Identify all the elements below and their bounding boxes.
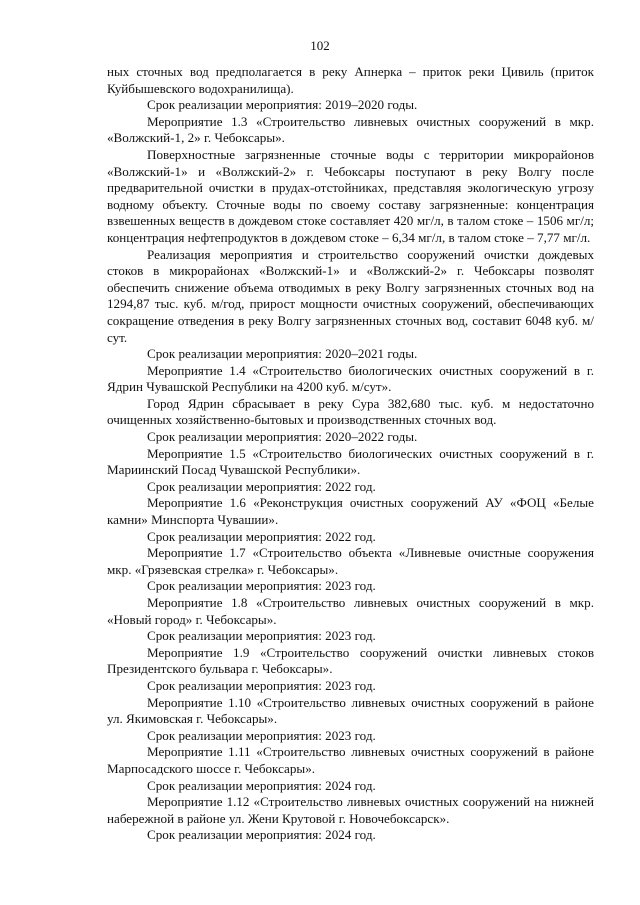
paragraph: Срок реализации мероприятия: 2024 год. xyxy=(147,777,376,793)
paragraph: Мероприятие 1.3 «Строительство ливневых очистных сооружений в мкр. «Волжский-1, 2» г. Чебоксары». xyxy=(107,113,594,146)
paragraph: Мероприятие 1.5 «Строительство биологических очистных сооружений в г. Мариинский Посад Чувашской Республики». xyxy=(107,445,594,478)
paragraph: Мероприятие 1.6 «Реконструкция очистных сооружений АУ «ФОЦ «Белые камни» Минспорта Чувашии». xyxy=(107,495,594,528)
paragraph: Срок реализации мероприятия: 2023 год. xyxy=(147,677,376,693)
paragraph: ных сточных вод предполагается в реку Апнерка – приток реки Цивиль (приток Куйбышевского водохранилища). xyxy=(107,64,594,96)
body-text xyxy=(107,64,594,844)
paragraph: Срок реализации мероприятия: 2024 год. xyxy=(147,827,376,843)
paragraph: Город Ядрин сбрасывает в реку Сура 382,680 тыс. куб. м недостаточно очищенных хозяйственно-бытовых и производственных сточных вод. xyxy=(107,395,594,428)
paragraph: Поверхностные загрязненные сточные воды с территории микрорайонов «Волжский-1» и «Волжский-2» г. Чебоксары поступают в реку Волгу после предварительной очистки в прудах-отстойниках, представляя экологическую угрозу водному объекту. Сточные воды по своему составу загрязненные: концентрация взвешенных веществ в дождевом стоке составляет 420 мг/л, в талом стоке – 1506 мг/л; концентрация нефтепродуктов в дождевом стоке – 6,34 мг/л, в талом стоке – 7,77 мг/л. xyxy=(107,146,594,245)
page-number: 102 xyxy=(310,38,330,53)
paragraph: Мероприятие 1.7 «Строительство объекта «Ливневые очистные сооружения мкр. «Грязевская стрелка» г. Чебоксары». xyxy=(107,545,594,577)
paragraph: Мероприятие 1.4 «Строительство биологических очистных сооружений в г. Ядрин Чувашской Республики на 4200 куб. м/сут». xyxy=(107,362,594,395)
paragraph: Реализация мероприятия и строительство сооружений очистки дождевых стоков в микрорайонах «Волжский-1» и «Волжский-2» г. Чебоксары позволят обеспечить снижение объема отводимых в реку Волгу загрязненных сточных вод на 1294,87 тыс. куб. м/год, прирост мощности очистных сооружений, обеспечивающих сокращение отведения в реку Волгу загрязненных сточных вод, составит 6048 куб. м/сут. xyxy=(107,246,594,345)
paragraph: Срок реализации мероприятия: 2020–2021 годы. xyxy=(147,346,418,362)
paragraph: Мероприятие 1.11 «Строительство ливневых очистных сооружений в районе Марпосадского шоссе г. Чебоксары». xyxy=(107,744,594,776)
paragraph: Срок реализации мероприятия: 2023 год. xyxy=(147,628,376,644)
paragraph: Срок реализации мероприятия: 2023 год. xyxy=(147,578,376,594)
paragraph: Мероприятие 1.10 «Строительство ливневых очистных сооружений в районе ул. Якимовская г. Чебоксары». xyxy=(107,694,594,727)
paragraph: Мероприятие 1.12 «Строительство ливневых очистных сооружений на нижней набережной в районе ул. Жени Крутовой г. Новочебоксарск». xyxy=(107,794,594,826)
paragraph: Срок реализации мероприятия: 2020–2022 годы. xyxy=(147,429,418,445)
paragraph: Мероприятие 1.9 «Строительство сооружений очистки ливневых стоков Президентского бульвара г. Чебоксары». xyxy=(107,644,594,677)
paragraph: Срок реализации мероприятия: 2022 год. xyxy=(147,528,376,544)
paragraph: Срок реализации мероприятия: 2023 год. xyxy=(147,727,376,743)
paragraph: Срок реализации мероприятия: 2019–2020 годы. xyxy=(147,97,418,113)
paragraph: Срок реализации мероприятия: 2022 год. xyxy=(147,478,376,494)
paragraph: Мероприятие 1.8 «Строительство ливневых очистных сооружений в мкр. «Новый город» г. Чебоксары». xyxy=(107,595,594,627)
